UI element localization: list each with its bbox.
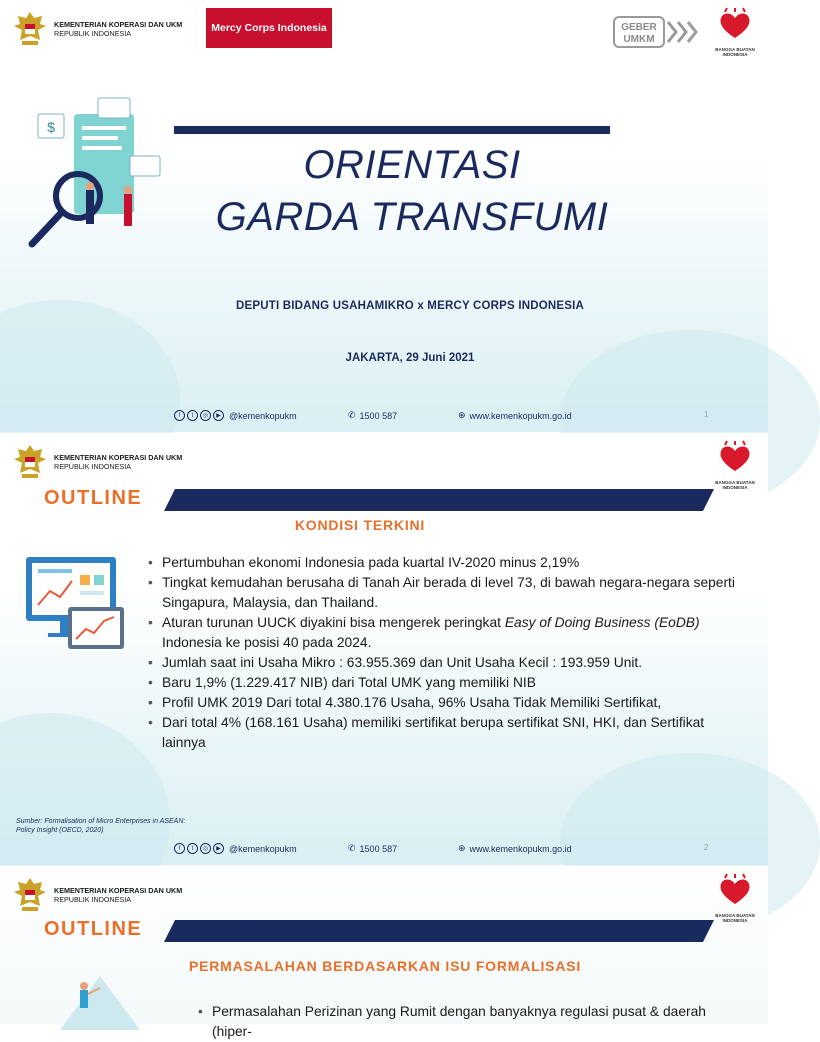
svg-text:$: $ (47, 119, 55, 135)
bangga-buatan-indonesia-logo (712, 874, 758, 922)
instagram-icon: ◎ (200, 410, 211, 421)
phone-number: 1500 587 (359, 843, 398, 854)
globe-icon: ⊕ (458, 843, 466, 853)
twitter-icon: t (187, 410, 198, 421)
slide-3 (0, 866, 768, 1039)
page-number: 1 (704, 410, 709, 419)
ministry-country: REPUBLIK INDONESIA (54, 462, 132, 471)
list-item: • Tingkat kemudahan berusaha di Tanah Air berada di level 73, di bawah negara-negara seperti Singapura, Malaysia, dan Thailand. (148, 573, 738, 613)
list-item-text: Aturan turunan UUCK diyakini bisa mengerek peringkat (162, 615, 505, 630)
source-line: Sumber: Formalisation of Micro Enterprises in ASEAN: (16, 818, 186, 825)
slide-title-line1: ORIENTASI (303, 143, 521, 187)
source-note (16, 817, 185, 835)
heart-logo-icon (717, 874, 753, 908)
list-item: • Dari total 4% (168.161 Usaha) memiliki sertifikat berupa sertifikat SNI, HKI, dan Sertifikat lainnya (148, 713, 738, 753)
social-handle: @kemenkopukm (229, 410, 297, 421)
source-line: Policy Insight (OECD, 2020) (16, 827, 104, 834)
page-number: 2 (704, 843, 709, 852)
ministry-logo-block (12, 10, 182, 48)
section-title: PERMASALAHAN BERDASARKAN ISU FORMALISASI (188, 958, 582, 974)
globe-icon: ⊕ (458, 410, 466, 420)
slide-title-line2: GARDA TRANSFUMI (215, 195, 609, 239)
slide-subtitle: DEPUTI BIDANG USAHAMIKRO x MERCY CORPS INDONESIA (235, 300, 585, 312)
ministry-logo-block (12, 443, 182, 481)
website-url: www.kemenkopukm.go.id (469, 843, 572, 854)
list-item: • Permasalahan Perizinan yang Rumit dengan banyaknya regulasi pusat & daerah (hiper- (198, 1002, 738, 1042)
slide-footer (0, 410, 768, 426)
facebook-icon: f (174, 410, 185, 421)
slide-footer (0, 843, 768, 859)
computer-chart-illustration (24, 555, 128, 651)
bangga-buatan-indonesia-logo (712, 8, 758, 56)
list-item: • Profil UMK 2019 Dari total 4.380.176 Usaha, 96% Usaha Tidak Memiliki Sertifikat, (148, 693, 738, 713)
section-title: KONDISI TERKINI (294, 517, 426, 533)
phone-number: 1500 587 (359, 410, 398, 421)
bbi-label: BANGGA BUATAN INDONESIA (715, 480, 755, 490)
slide-2 (0, 433, 768, 865)
document-magnifier-illustration (24, 96, 174, 252)
list-item (148, 613, 738, 653)
ministry-name: KEMENTERIAN KOPERASI DAN UKM (54, 453, 183, 462)
bangga-buatan-indonesia-logo (712, 441, 758, 489)
mercy-corps-logo: Mercy Corps Indonesia (206, 8, 332, 48)
bbi-label: BANGGA BUATAN INDONESIA (715, 913, 755, 923)
slide-1 (0, 0, 768, 432)
instagram-icon: ◎ (200, 843, 211, 854)
website-url: www.kemenkopukm.go.id (469, 410, 572, 421)
garuda-emblem-icon (12, 876, 48, 914)
conditions-list (148, 553, 738, 753)
ministry-name: KEMENTERIAN KOPERASI DAN UKM (54, 20, 183, 29)
place-date: JAKARTA, 29 Juni 2021 (345, 352, 475, 364)
heart-logo-icon (717, 441, 753, 475)
ministry-name: KEMENTERIAN KOPERASI DAN UKM (54, 886, 183, 895)
list-item-emphasis: Easy of Doing Business (EoDB) (504, 615, 700, 630)
list-item: • Baru 1,9% (1.229.417 NIB) dari Total UMK yang memiliki NIB (148, 673, 738, 693)
heart-logo-icon (717, 8, 753, 42)
ministry-country: REPUBLIK INDONESIA (54, 895, 132, 904)
phone-icon: ✆ (348, 410, 356, 420)
title-bar (174, 126, 610, 134)
outline-heading: OUTLINE (44, 918, 143, 940)
facebook-icon: f (174, 843, 185, 854)
outline-heading: OUTLINE (44, 487, 143, 509)
ministry-country: REPUBLIK INDONESIA (54, 29, 132, 38)
youtube-icon: ▶ (213, 410, 224, 421)
bbi-label: BANGGA BUATAN INDONESIA (715, 47, 755, 57)
geber-text: GEBER (621, 22, 657, 33)
garuda-emblem-icon (12, 443, 48, 481)
list-item-text: Indonesia ke posisi 40 pada 2024. (162, 635, 372, 650)
youtube-icon: ▶ (213, 843, 224, 854)
list-item: • Jumlah saat ini Usaha Mikro : 63.955.369 dan Unit Usaha Kecil : 193.959 Unit. (148, 653, 738, 673)
outline-bar (164, 920, 714, 942)
ministry-logo-block (12, 876, 182, 914)
garuda-emblem-icon (12, 10, 48, 48)
person-mountain-illustration (60, 970, 140, 1030)
twitter-icon: t (187, 843, 198, 854)
phone-icon: ✆ (348, 843, 356, 853)
geber-umkm-logo (612, 14, 702, 50)
umkm-text: UMKM (623, 34, 655, 45)
list-item: • Pertumbuhan ekonomi Indonesia pada kuartal IV-2020 minus 2,19% (148, 553, 738, 573)
issues-list (198, 1002, 738, 1042)
outline-bar (164, 489, 714, 511)
social-handle: @kemenkopukm (229, 843, 297, 854)
